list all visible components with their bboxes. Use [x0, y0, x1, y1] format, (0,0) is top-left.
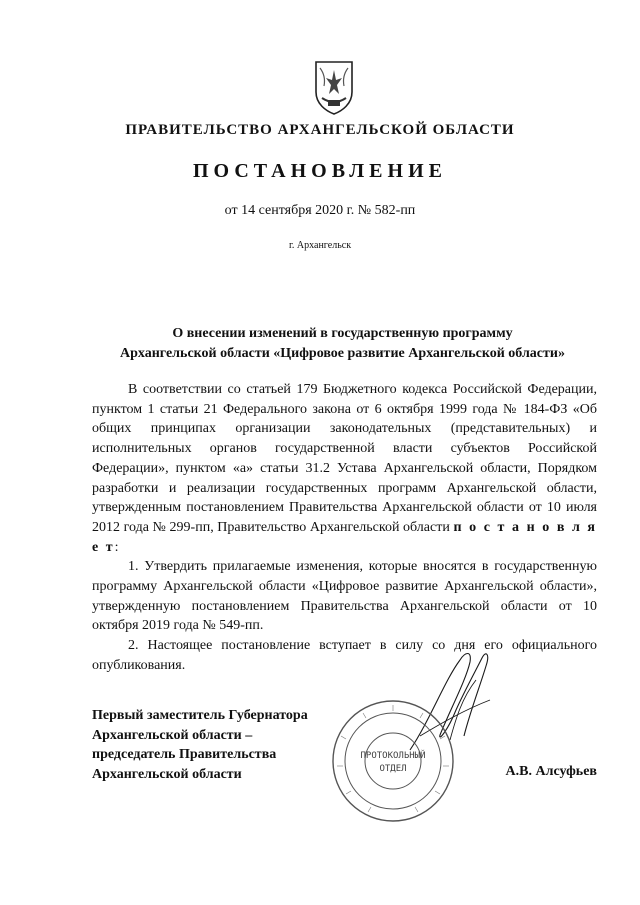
stamp-text-line-1: ПРОТОКОЛЬНЫЙ [360, 751, 426, 761]
signer-name: А.В. Алсуфьев [505, 764, 597, 779]
coat-of-arms-icon [312, 58, 356, 116]
document-city: г. Архангельск [288, 240, 352, 251]
subject-line-2: Архангельской области «Цифровое развитие Архангельской области» [120, 346, 565, 361]
signer-position-line-3: председатель Правительства [92, 747, 277, 762]
official-stamp [328, 696, 458, 826]
item-2-paragraph: 2. Настоящее постановление вступает в силу со дня его официального опубликования. [92, 638, 597, 673]
government-title: ПРАВИТЕЛЬСТВО АРХАНГЕЛЬСКОЙ ОБЛАСТИ [125, 122, 515, 138]
subject-line-1: О внесении изменений в государственную программу [172, 326, 513, 341]
stamp-text-line-2: ОТДЕЛ [379, 764, 407, 774]
document-date-number: от 14 сентября 2020 г. № 582-пп [224, 203, 416, 218]
signer-position [92, 706, 342, 784]
signer-position-line-1: Первый заместитель Губернатора [92, 708, 308, 723]
document-type: ПОСТАНОВЛЕНИЕ [193, 160, 447, 182]
decree-word: п о с т а н о в л я е т [92, 519, 597, 555]
decree-colon: : [114, 539, 119, 555]
document-subject [80, 324, 605, 364]
item-1-paragraph: 1. Утвердить прилагаемые изменения, которые вносятся в государственную программу Архангельской области «Цифровое развитие Архангельской области», утвержденную постановлением Правительства Архангельской области от 10 октября 2019 года № 549-пп. [92, 559, 597, 634]
preamble-paragraph [92, 380, 597, 557]
document-body [92, 380, 597, 676]
preamble-text: В соответствии со статьей 179 Бюджетного кодекса Российской Федерации, пунктом 1 статьи 21 Федерального закона от 6 октября 1999 года № 184-ФЗ «Об общих принципах организации законодательных (представительных) и исполнительных органов государственной власти субъектов Российской Федерации», пунктом «а» статьи 31.2 Устава Архангельской области, Порядком разработки и реализации государственных программ Архангельской области, утвержденным постановлением Правительства Архангельской области от 10 июля 2012 года № 299-пп, Правительство Архангельской области [92, 382, 597, 535]
signer-position-line-4: Архангельской области [92, 766, 242, 782]
signer-position-line-2: Архангельской области – [92, 727, 253, 743]
